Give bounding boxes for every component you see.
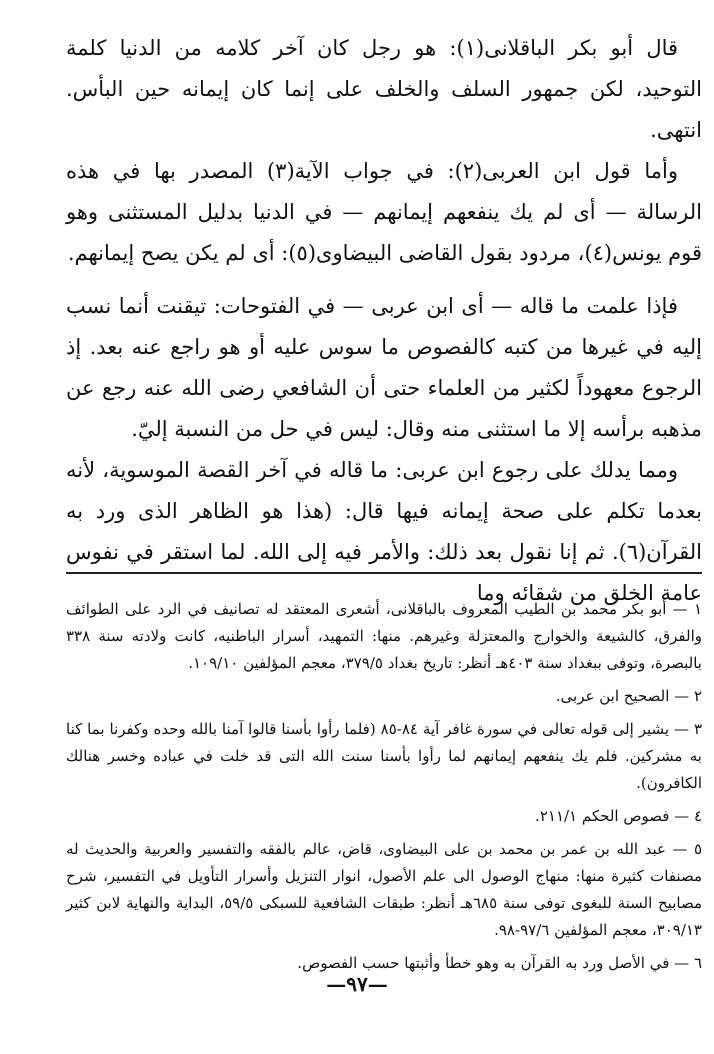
footnote-6: ٦ — في الأصل ورد به القرآن به وهو خطأ وأثبتها حسب الفصوص. bbox=[297, 954, 702, 972]
footnote-4: ٤ — فصوص الحكم ٢١١/١. bbox=[535, 807, 702, 825]
footnote-2: ٢ — الصحيح ابن عربى. bbox=[555, 687, 702, 705]
footnote-3: ٣ — يشير إلى قوله تعالى في سورة غافر آية ٨٤-٨٥ (فلما رأوا بأسنا قالوا آمنا بالله وحده وكفرنا بما كنا به مشركين. فلم يك ينفعهم إيمانهم لما رأوا بأسنا سنت الله التى قد خلت في عباده وخسر هنالك الكافرون). bbox=[66, 720, 703, 792]
main-text-body bbox=[66, 28, 702, 614]
paragraph-1: قال أبو بكر الباقلانى(١): هو رجل كان آخر كلامه من الدنيا كلمة التوحيد، لكن جمهور السلف والخلف على إنما كان إيمانه حين البأس. انتهى. bbox=[66, 36, 702, 142]
footnotes-section bbox=[66, 596, 702, 983]
paragraph-3: فإذا علمت ما قاله — أى ابن عربى — في الفتوحات: تيقنت أنما نسب إليه في غيرها من كتبه كالفصوص ما سوس عليه أو هو راجع عنه بعد. إذ الرجوع معهوداً لكثير من العلماء حتى أن الشافعي رضى الله عنه رجع عن مذهبه برأسه إلا ما استثنى منه وقال: ليس في حل من النسبة إليّ. bbox=[66, 294, 702, 441]
footnote-1: ١ — أبو بكر محمد بن الطيب المعروف بالباقلانى، أشعرى المعتقد له تصانيف في الرد على الطوائف والفرق، كالشيعة والخوارج والمعتزلة وغيرهم. منها: التمهيد، أسرار الباطنيه، كانت ولادته سنة ٣٣٨ بالبصرة، وتوفى ببغداد سنة ٤٠٣هـ أنظر: تاريخ بغداد ٣٧٩/٥، معجم المؤلفين ١٠٩/١٠. bbox=[66, 600, 702, 672]
page-number: —٩٧— bbox=[326, 972, 388, 996]
paragraph-4: ومما يدلك على رجوع ابن عربى: ما قاله في آخر القصة الموسوية، لأنه بعدما تكلم على صحة إيمانه فيها قال: (هذا هو الظاهر الذى ورد به القرآن(٦). ثم إنا نقول بعد ذلك: والأمر فيه إلى الله. لما استقر في نفوس عامة الخلق من شقائه وما bbox=[66, 458, 702, 605]
footnote-separator bbox=[66, 572, 702, 574]
footnote-5: ٥ — عبد الله بن عمر بن محمد بن على البيضاوى، قاض، عالم بالفقه والتفسير والعربية والحديث له مصنفات كثيرة منها: منهاج الوصول الى علم الأصول، انوار التنزيل وأسرار التأويل في التفسير، شرح مصابيح السنة للبغوى توفى سنة ٦٨٥هـ أنظر: طبقات الشافعية للسبكى ٥٩/٥، البداية والنهاية لابن كثير ٣٠٩/١٣، معجم المؤلفين ٩٧/٦-٩٨. bbox=[66, 840, 702, 939]
paragraph-2: وأما قول ابن العربى(٢): في جواب الآية(٣) المصدر بها في هذه الرسالة — أى لم يك ينفعهم إيمانهم — في الدنيا بدليل المستثنى وهو قوم يونس(٤)، مردود بقول القاضى البيضاوى(٥): أى لم يكن يصح إيمانهم. bbox=[66, 159, 702, 265]
